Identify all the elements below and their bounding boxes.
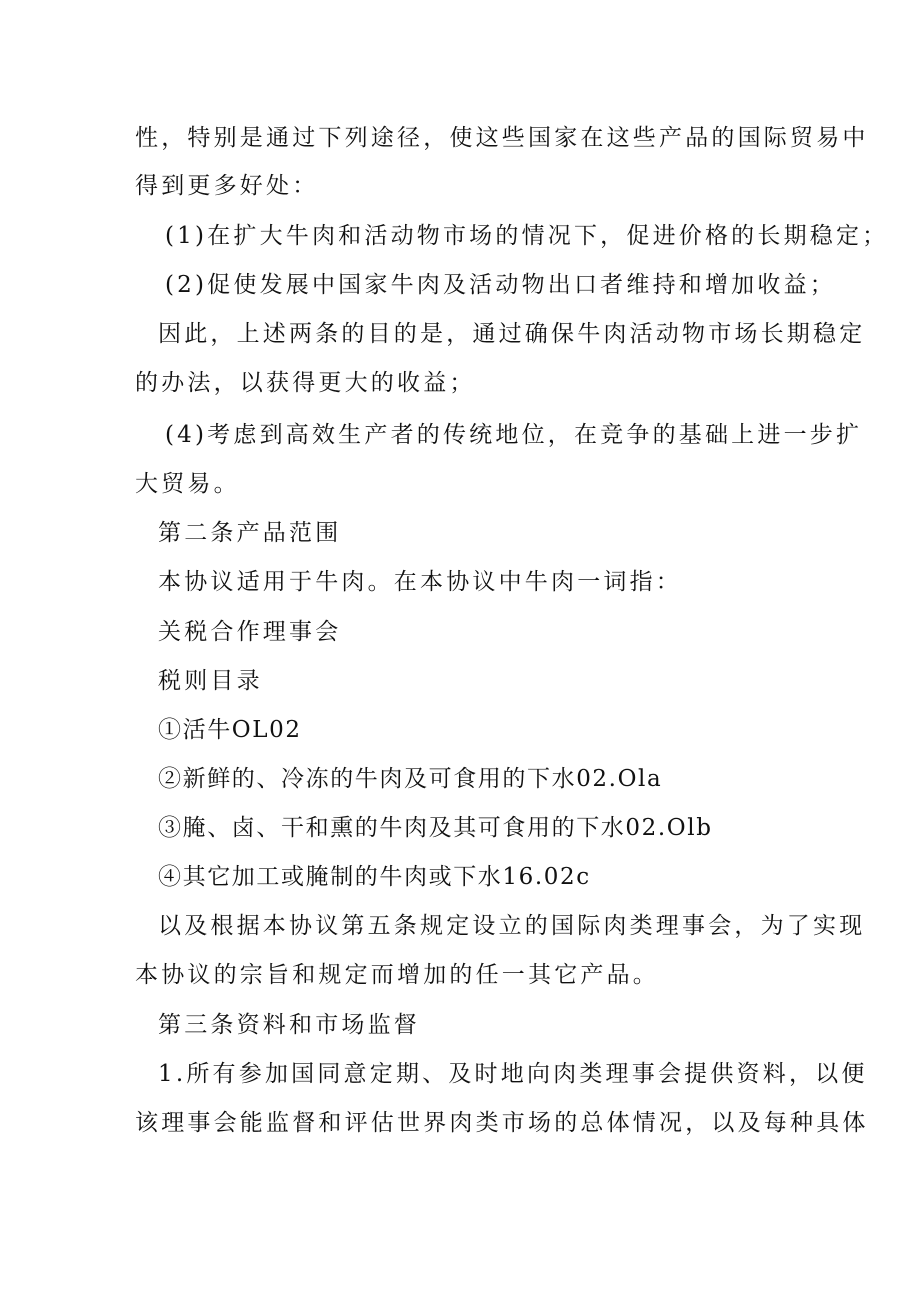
tariff-item: ④其它加工或腌制的牛肉或下水16.02c [158,864,591,890]
paragraph-line: 本协议的宗旨和规定而增加的任一其它产品。 [135,962,659,988]
tariff-item: ②新鲜的、冷冻的牛肉及可食用的下水02.Ola [158,766,663,792]
paragraph-line: 1.所有参加国同意定期、及时地向肉类理事会提供资料，以便 [158,1061,868,1087]
list-item-1: (1)在扩大牛肉和活动物市场的情况下，促进价格的长期稳定； [165,223,889,249]
list-item-4: (4)考虑到高效生产者的传统地位，在竞争的基础上进一步扩 [165,422,863,448]
paragraph-line: 得到更多好处： [135,173,319,199]
tariff-item: ①活牛OL02 [158,717,302,743]
section-heading: 第三条资料和市场监督 [158,1012,420,1038]
paragraph-line: 性，特别是通过下列途径，使这些国家在这些产品的国际贸易中 [135,125,869,151]
paragraph-line: 大贸易。 [135,471,240,497]
paragraph-line: 该理事会能监督和评估世界肉类市场的总体情况，以及每种具体 [135,1110,869,1136]
paragraph-line: 税则目录 [158,668,263,694]
paragraph-line: 以及根据本协议第五条规定设立的国际肉类理事会，为了实现 [158,913,866,939]
paragraph-line: 的办法，以获得更大的收益； [135,370,476,396]
paragraph-line: 关税合作理事会 [158,619,342,645]
tariff-item: ③腌、卤、干和熏的牛肉及其可食用的下水02.Olb [158,815,713,841]
paragraph-line: 因此，上述两条的目的是，通过确保牛肉活动物市场长期稳定 [158,321,866,347]
paragraph-line: 本协议适用于牛肉。在本协议中牛肉一词指： [158,569,682,595]
section-heading: 第二条产品范围 [158,520,342,546]
list-item-2: (2)促使发展中国家牛肉及活动物出口者维持和增加收益； [165,272,836,298]
